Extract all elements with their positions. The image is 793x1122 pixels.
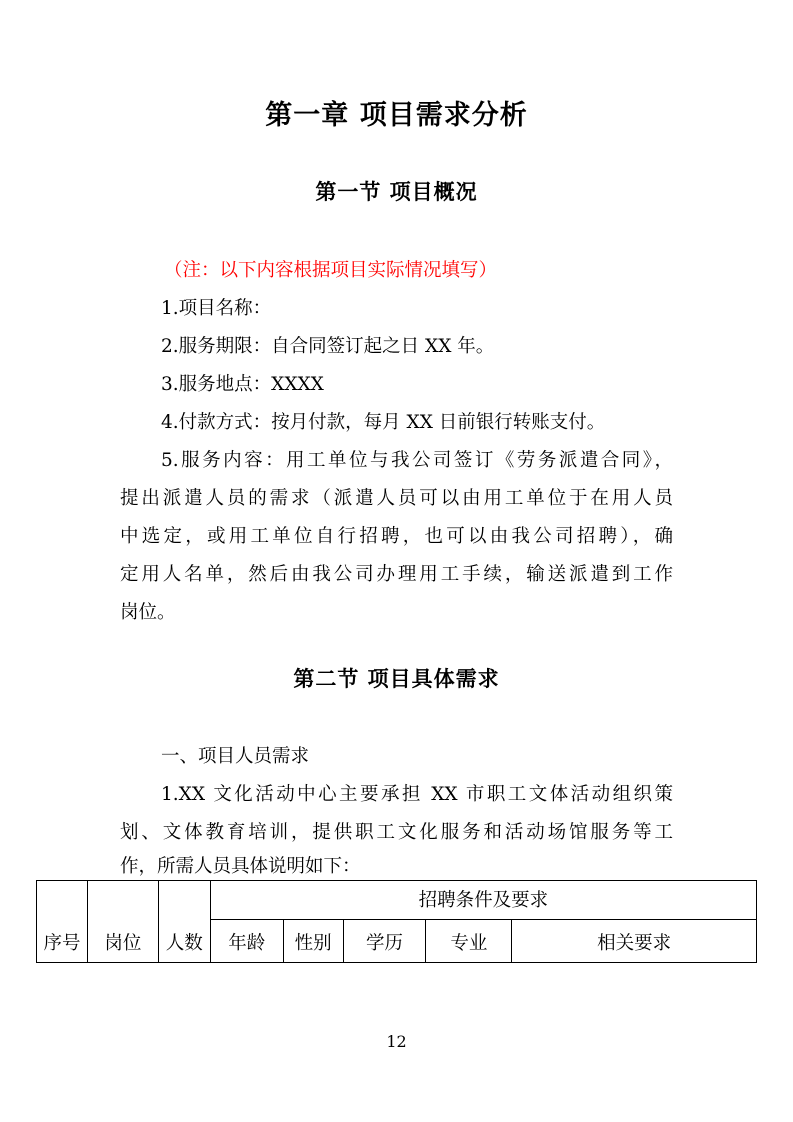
header-position: 岗位 [87, 881, 158, 963]
header-age: 年龄 [210, 920, 283, 963]
section-title-overview: 第一节 项目概况 [315, 180, 478, 204]
requirements-paragraph-line: 作，所需人员具体说明如下： [120, 856, 361, 877]
header-seq: 序号 [37, 881, 88, 963]
item-service-content-line: 5.服务内容：用工单位与我公司签订《劳务派遣合同》， [161, 450, 673, 471]
table-header-row [37, 881, 757, 920]
header-gender: 性别 [283, 920, 343, 963]
header-major: 专业 [426, 920, 512, 963]
item-service-content-line: 定用人名单，然后由我公司办理用工手续，输送派遣到工作 [120, 564, 673, 585]
item-payment-method: 4.付款方式：按月付款，每月 XX 日前银行转账支付。 [161, 412, 606, 433]
header-count: 人数 [158, 881, 210, 963]
item-service-location: 3.服务地点：XXXX [161, 374, 324, 395]
page-number: 12 [386, 1032, 407, 1051]
item-service-period: 2.服务期限：自合同签订起之日 XX 年。 [161, 336, 495, 357]
section-title-requirements: 第二节 项目具体需求 [293, 667, 500, 691]
requirements-paragraph-line: 1.XX 文化活动中心主要承担 XX 市职工文体活动组织策 [161, 784, 673, 805]
item-service-content-line: 岗位。 [120, 602, 176, 623]
requirements-paragraph-line: 划、文体教育培训，提供职工文化服务和活动场馆服务等工 [120, 822, 673, 843]
header-requirements: 相关要求 [512, 920, 757, 963]
item-service-content-line: 中选定，或用工单位自行招聘，也可以由我公司招聘），确 [120, 526, 673, 547]
header-education: 学历 [343, 920, 426, 963]
header-recruitment-conditions: 招聘条件及要求 [210, 881, 756, 920]
note-text: （注：以下内容根据项目实际情况填写） [164, 260, 498, 281]
subheading-personnel: 一、项目人员需求 [161, 746, 310, 767]
item-service-content-line: 提出派遣人员的需求（派遣人员可以由用工单位于在用人员 [120, 488, 673, 509]
personnel-requirements-table [36, 880, 757, 963]
item-project-name: 1.项目名称： [161, 298, 272, 319]
chapter-title: 第一章 项目需求分析 [265, 100, 528, 131]
